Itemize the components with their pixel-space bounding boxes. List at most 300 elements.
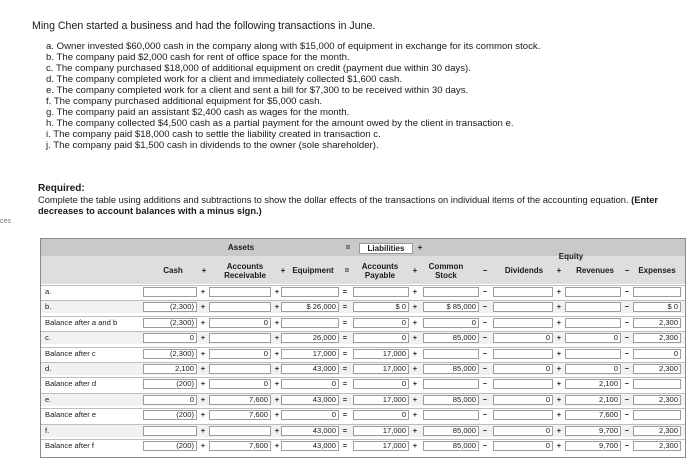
equip-value: 43,000 [312, 364, 336, 373]
table-row [41, 439, 685, 452]
operator-sign: + [412, 333, 418, 343]
equip-input[interactable] [281, 441, 339, 451]
cs-value: 85,000 [452, 394, 476, 404]
table-row [41, 424, 685, 437]
ap-value: 17,000 [382, 348, 406, 358]
operator-sign: = [342, 333, 348, 343]
ap-value: 0 [401, 410, 406, 420]
ar-input[interactable] [209, 379, 271, 389]
div-value [494, 409, 552, 421]
cash-value: (2,300) [169, 317, 194, 327]
div-value: 0 [545, 394, 550, 404]
row-label: Balance after d [45, 379, 97, 389]
div-input[interactable] [493, 379, 553, 389]
exp-value [634, 409, 680, 421]
rev-value [566, 301, 620, 313]
cash-input[interactable] [143, 318, 197, 328]
ar-input[interactable] [209, 426, 271, 436]
ap-input[interactable] [353, 364, 409, 374]
div-input[interactable] [493, 318, 553, 328]
equip-value: 0 [331, 379, 336, 389]
operator-sign: + [274, 379, 280, 389]
equals-sign: = [345, 243, 351, 252]
operator-sign: + [200, 394, 206, 404]
cash-value: (200) [176, 379, 194, 389]
operator-sign: − [482, 425, 488, 435]
exp-input[interactable] [633, 349, 681, 359]
required-text [38, 195, 688, 217]
liabilities-header: Liabilities [359, 243, 413, 254]
operator-sign: − [482, 348, 488, 358]
operator-sign: = [342, 364, 348, 373]
div-value [494, 378, 552, 390]
table-row [41, 362, 685, 375]
operator-sign: − [482, 410, 488, 420]
operator-sign: − [482, 287, 488, 296]
cs-input[interactable] [423, 379, 479, 389]
ap-input[interactable] [353, 395, 409, 405]
table-row [41, 331, 685, 344]
row-label: Balance after c [45, 348, 96, 358]
ar-value: 7,600 [248, 394, 268, 404]
cs-value [424, 348, 478, 360]
row-label: e. [45, 394, 52, 404]
row-label: f. [45, 425, 50, 435]
operator-sign: + [556, 379, 562, 389]
operator-sign: = [342, 302, 348, 312]
row-label: a. [45, 287, 52, 296]
rev-value: 0 [613, 364, 618, 373]
equip-input[interactable] [281, 287, 339, 297]
cash-input[interactable] [143, 302, 197, 312]
operator-sign: + [200, 379, 206, 389]
exp-value: 2,300 [658, 394, 678, 404]
operator-sign: + [412, 364, 418, 373]
ap-value: $ 0 [395, 302, 406, 312]
operator-sign: + [274, 410, 280, 420]
assets-header: Assets [227, 243, 255, 252]
cash-value: (2,300) [169, 302, 194, 312]
row-label: Balance after e [45, 410, 97, 420]
operator-sign: − [624, 441, 630, 450]
cs-input[interactable] [423, 441, 479, 451]
exp-input[interactable] [633, 426, 681, 436]
ar-input[interactable] [209, 302, 271, 312]
exp-input[interactable] [633, 441, 681, 451]
table-row [41, 300, 685, 313]
transaction-d: d. The company completed work for a client and immediately collected $1,600 cash. [46, 74, 403, 85]
operator-sign: − [624, 333, 630, 343]
operator-sign: + [200, 302, 206, 312]
operator-sign: + [556, 287, 562, 296]
cs-input[interactable] [423, 364, 479, 374]
cash-input[interactable] [143, 349, 197, 359]
transaction-h: h. The company collected $4,500 cash as a partial payment for the amount owed by the client in transaction e. [46, 118, 514, 129]
operator-sign: = [342, 410, 348, 420]
operator-sign: + [556, 333, 562, 343]
ar-value: 7,600 [248, 441, 268, 450]
operator-sign: + [556, 348, 562, 358]
div-input[interactable] [493, 302, 553, 312]
exp-input[interactable] [633, 410, 681, 420]
transaction-a: a. Owner invested $60,000 cash in the company along with $15,000 of equipment in exchange for its common stock. [46, 41, 541, 52]
intro-text: Ming Chen started a business and had the following transactions in June. [32, 20, 376, 32]
equip-value [282, 286, 338, 298]
exp-value: 2,300 [658, 441, 678, 450]
operator-sign: − [624, 425, 630, 435]
cash-input[interactable] [143, 379, 197, 389]
operator-sign: − [624, 302, 630, 312]
div-value: 0 [545, 333, 550, 343]
operator-sign: + [200, 287, 206, 296]
transaction-e: e. The company completed work for a client and sent a bill for $7,300 to be received within 30 days. [46, 85, 469, 96]
table-row [41, 347, 685, 360]
rev-value: 0 [613, 333, 618, 343]
operator-sign: + [556, 364, 562, 373]
cash-value: 0 [189, 333, 194, 343]
ar-input[interactable] [209, 349, 271, 359]
rev-input[interactable] [565, 318, 621, 328]
equip-input[interactable] [281, 364, 339, 374]
ap-value: 0 [401, 317, 406, 327]
operator-sign: − [482, 364, 488, 373]
dividends-header: Dividends [504, 266, 544, 275]
cs-input[interactable] [423, 302, 479, 312]
exp-value: 2,300 [658, 364, 678, 373]
operator-sign: = [342, 287, 348, 296]
operator-sign: − [624, 348, 630, 358]
ar-input[interactable] [209, 410, 271, 420]
rev-value: 9,700 [598, 425, 618, 435]
equip-value: 43,000 [312, 394, 336, 404]
rev-value [566, 286, 620, 298]
operator-sign: − [624, 287, 630, 296]
ap-value: 17,000 [382, 394, 406, 404]
div-input[interactable] [493, 395, 553, 405]
rev-value [566, 348, 620, 360]
equip-input[interactable] [281, 395, 339, 405]
operator-sign: + [274, 348, 280, 358]
ar-value [210, 286, 270, 298]
equip-value: $ 26,000 [306, 302, 336, 312]
operator-sign: + [274, 302, 280, 312]
cs-input[interactable] [423, 426, 479, 436]
div-value: 0 [545, 441, 550, 450]
exp-value [634, 286, 680, 298]
equip-input[interactable] [281, 302, 339, 312]
div-value [494, 286, 552, 298]
operator-sign: = [342, 394, 348, 404]
operator-sign: + [412, 410, 418, 420]
ar-input[interactable] [209, 333, 271, 343]
equip-value: 26,000 [312, 333, 336, 343]
cash-value: 0 [189, 394, 194, 404]
ar-value: 0 [263, 379, 268, 389]
rev-value: 9,700 [598, 441, 618, 450]
rev-input[interactable] [565, 333, 621, 343]
rev-value: 7,600 [598, 410, 618, 420]
exp-input[interactable] [633, 379, 681, 389]
operator-sign: + [556, 425, 562, 435]
row-label: c. [45, 333, 51, 343]
operator-sign: + [274, 441, 280, 450]
cash-value: (2,300) [169, 348, 194, 358]
ap-input[interactable] [353, 349, 409, 359]
ar-input[interactable] [209, 287, 271, 297]
cs-value: $ 85,000 [446, 302, 476, 312]
required-title: Required: [38, 183, 85, 194]
operator-sign: + [200, 348, 206, 358]
operator-sign: − [624, 394, 630, 404]
div-input[interactable] [493, 349, 553, 359]
operator-sign: + [274, 317, 280, 327]
cash-value: 2,100 [174, 364, 194, 373]
equip-input[interactable] [281, 410, 339, 420]
ap-value: 0 [401, 333, 406, 343]
equity-header: Equity [558, 252, 584, 261]
ar-value [210, 425, 270, 437]
div-value: 0 [545, 364, 550, 373]
rev-input[interactable] [565, 441, 621, 451]
cash-input[interactable] [143, 333, 197, 343]
ap-value [354, 286, 408, 298]
cs-value: 85,000 [452, 364, 476, 373]
operator-sign: + [556, 394, 562, 404]
operator-sign: = [342, 441, 348, 450]
cs-value: 85,000 [452, 333, 476, 343]
equip-input[interactable] [281, 379, 339, 389]
ap-value: 0 [401, 379, 406, 389]
operator-sign: = [342, 379, 348, 389]
div-value [494, 317, 552, 329]
rev-value: 2,100 [598, 394, 618, 404]
exp-value: 2,300 [658, 317, 678, 327]
operator-sign: + [200, 410, 206, 420]
cash-input[interactable] [143, 287, 197, 297]
rev-value: 2,100 [598, 379, 618, 389]
equip-input[interactable] [281, 318, 339, 328]
cs-input[interactable] [423, 410, 479, 420]
cs-value [424, 286, 478, 298]
transaction-j: j. The company paid $1,500 cash in dividends to the owner (sole shareholder). [46, 140, 379, 151]
ap-value: 17,000 [382, 425, 406, 435]
exp-value: 2,300 [658, 425, 678, 435]
accounts-receivable-header: Accounts Receivable [224, 262, 266, 280]
cs-value: 85,000 [452, 441, 476, 450]
div-input[interactable] [493, 364, 553, 374]
operator-sign: − [482, 441, 488, 450]
operator-sign: + [200, 333, 206, 343]
common-stock-header: Common Stock [428, 262, 464, 280]
operator-sign: + [274, 364, 280, 373]
equip-input[interactable] [281, 426, 339, 436]
operator-sign: + [412, 425, 418, 435]
ar-input[interactable] [209, 364, 271, 374]
div-input[interactable] [493, 333, 553, 343]
operator-sign: − [624, 317, 630, 327]
div-input[interactable] [493, 426, 553, 436]
exp-input[interactable] [633, 333, 681, 343]
cs-value: 85,000 [452, 425, 476, 435]
ar-value: 7,600 [248, 410, 268, 420]
accounts-payable-header: Accounts Payable [361, 262, 399, 280]
equip-input[interactable] [281, 333, 339, 343]
ar-input[interactable] [209, 318, 271, 328]
ap-input[interactable] [353, 333, 409, 343]
rev-input[interactable] [565, 302, 621, 312]
operator-sign: − [624, 364, 630, 373]
table-row [41, 316, 685, 329]
exp-input[interactable] [633, 364, 681, 374]
exp-value: 2,300 [658, 333, 678, 343]
div-input[interactable] [493, 441, 553, 451]
div-value [494, 348, 552, 360]
cs-value [424, 409, 478, 421]
cash-input[interactable] [143, 441, 197, 451]
row-label: Balance after a and b [45, 317, 118, 327]
cash-input[interactable] [143, 410, 197, 420]
ar-input[interactable] [209, 441, 271, 451]
rev-input[interactable] [565, 410, 621, 420]
expenses-header: Expenses [638, 266, 676, 275]
cash-value [144, 286, 196, 298]
exp-value [634, 378, 680, 390]
cash-input[interactable] [143, 426, 197, 436]
cash-input[interactable] [143, 364, 197, 374]
table-row [41, 285, 685, 298]
div-input[interactable] [493, 287, 553, 297]
table-row [41, 377, 685, 390]
ar-value [210, 332, 270, 344]
ar-value [210, 301, 270, 313]
equip-value [282, 317, 338, 329]
operator-sign: − [482, 302, 488, 312]
transaction-b: b. The company paid $2,000 cash for rent of office space for the month. [46, 52, 350, 63]
rev-input[interactable] [565, 364, 621, 374]
operator-sign: + [200, 425, 206, 435]
problem-statement [12, 0, 698, 230]
operator-sign: + [556, 302, 562, 312]
operator-sign: + [412, 302, 418, 312]
equip-value: 17,000 [312, 348, 336, 358]
ap-input[interactable] [353, 302, 409, 312]
ap-input[interactable] [353, 379, 409, 389]
ap-input[interactable] [353, 410, 409, 420]
operator-sign: − [624, 410, 630, 420]
equip-value: 43,000 [312, 441, 336, 450]
row-label: Balance after f [45, 441, 94, 450]
exp-value: $ 0 [667, 302, 678, 312]
cs-input[interactable] [423, 287, 479, 297]
transaction-i: i. The company paid $18,000 cash to settle the liability created in transaction c. [46, 129, 381, 140]
div-value [494, 301, 552, 313]
operator-sign: = [342, 348, 348, 358]
ar-value: 0 [263, 348, 268, 358]
operator-sign: = [342, 425, 348, 435]
table-row [41, 393, 685, 406]
equip-value: 43,000 [312, 425, 336, 435]
ap-input[interactable] [353, 318, 409, 328]
operator-sign: − [482, 333, 488, 343]
cs-input[interactable] [423, 318, 479, 328]
operator-sign: − [624, 379, 630, 389]
operator-sign: − [482, 317, 488, 327]
div-input[interactable] [493, 410, 553, 420]
operator-sign: + [412, 379, 418, 389]
ar-value: 0 [263, 317, 268, 327]
side-label: ces [0, 218, 11, 225]
ap-input[interactable] [353, 441, 409, 451]
ap-input[interactable] [353, 287, 409, 297]
ap-value: 17,000 [382, 441, 406, 450]
cash-value: (200) [176, 410, 194, 420]
row-label: b. [45, 302, 52, 312]
operator-sign: + [274, 394, 280, 404]
operator-sign: + [556, 410, 562, 420]
cash-header: Cash [163, 266, 183, 275]
rev-input[interactable] [565, 426, 621, 436]
revenues-header: Revenues [576, 266, 614, 275]
cs-input[interactable] [423, 395, 479, 405]
operator-sign: − [482, 379, 488, 389]
exp-input[interactable] [633, 318, 681, 328]
cash-input[interactable] [143, 395, 197, 405]
operator-sign: − [482, 394, 488, 404]
transaction-g: g. The company paid an assistant $2,400 cash as wages for the month. [46, 107, 350, 118]
required-note: (Enter decreases to account balances with a minus sign.) [38, 195, 659, 216]
exp-input[interactable] [633, 302, 681, 312]
operator-sign: + [412, 348, 418, 358]
accounting-equation-table: Assets = Liabilities + Equity Cash Accounts Receivable Equipment Accounts Payable Common Stock Dividends Revenues Expenses + + = + − + − a. + + = + − + − b. (2,300) + + $ 26,000 = $ 0 + $ 85,000 − + − $ 0 Balance after a and b (2,300) + 0 + = 0 + 0 − + − 2,300 c. 0 + + 26,000 = 0 + 85,000 − 0 + 0 − 2,300 Balance after c (2,300) + 0 + 17,000 = 17,000 + − + − 0 d. 2,100 + + 43,000 = 17,000 + 85,000 − 0 + 0 − 2,300 Balance after d (200) + 0 + 0 = 0 + − + 2,100 − e. 0 + 7,600 + 43,000 = 17,000 + 85,000 − 0 + 2,100 − 2,300 Balance after e (200) + 7,600 + 0 = 0 + − + 7,600 − f. + + 43,000 = 17,000 + 85,000 − 0 + 9,700 − 2,300 Balance after f (200) + 7,600 + 43,000 = 17,000 + 85,000 − 0 + 9,700 − 2,300 [40, 238, 686, 458]
equip-input[interactable] [281, 349, 339, 359]
required-instructions: Complete the table using additions and subtractions to show the dollar effects of the transactions on individual items of the accounting equation. [38, 195, 629, 205]
operator-sign: + [274, 425, 280, 435]
operator-sign: + [412, 394, 418, 404]
ap-value: 17,000 [382, 364, 406, 373]
operator-sign: + [556, 441, 562, 450]
operator-sign: + [412, 287, 418, 296]
exp-input[interactable] [633, 287, 681, 297]
operator-sign: + [200, 317, 206, 327]
operator-sign: + [556, 317, 562, 327]
operator-sign: + [200, 364, 206, 373]
cs-input[interactable] [423, 349, 479, 359]
rev-value [566, 317, 620, 329]
cs-value: 0 [471, 317, 476, 327]
plus-sign: + [417, 243, 423, 252]
rev-input[interactable] [565, 349, 621, 359]
cash-value [144, 425, 196, 437]
ap-input[interactable] [353, 426, 409, 436]
rev-input[interactable] [565, 379, 621, 389]
cs-input[interactable] [423, 333, 479, 343]
operator-sign: + [200, 441, 206, 450]
cash-value: (200) [176, 441, 194, 450]
div-value: 0 [545, 425, 550, 435]
table-row [41, 408, 685, 421]
operator-sign: + [412, 441, 418, 450]
rev-input[interactable] [565, 395, 621, 405]
rev-input[interactable] [565, 287, 621, 297]
transaction-c: c. The company purchased $18,000 of additional equipment on credit (payment due within 30 days). [46, 63, 471, 74]
exp-input[interactable] [633, 395, 681, 405]
operator-sign: + [274, 287, 280, 296]
ar-input[interactable] [209, 395, 271, 405]
ar-value [210, 363, 270, 375]
row-label: d. [45, 364, 52, 373]
exp-value: 0 [673, 348, 678, 358]
operator-sign: = [342, 317, 348, 327]
